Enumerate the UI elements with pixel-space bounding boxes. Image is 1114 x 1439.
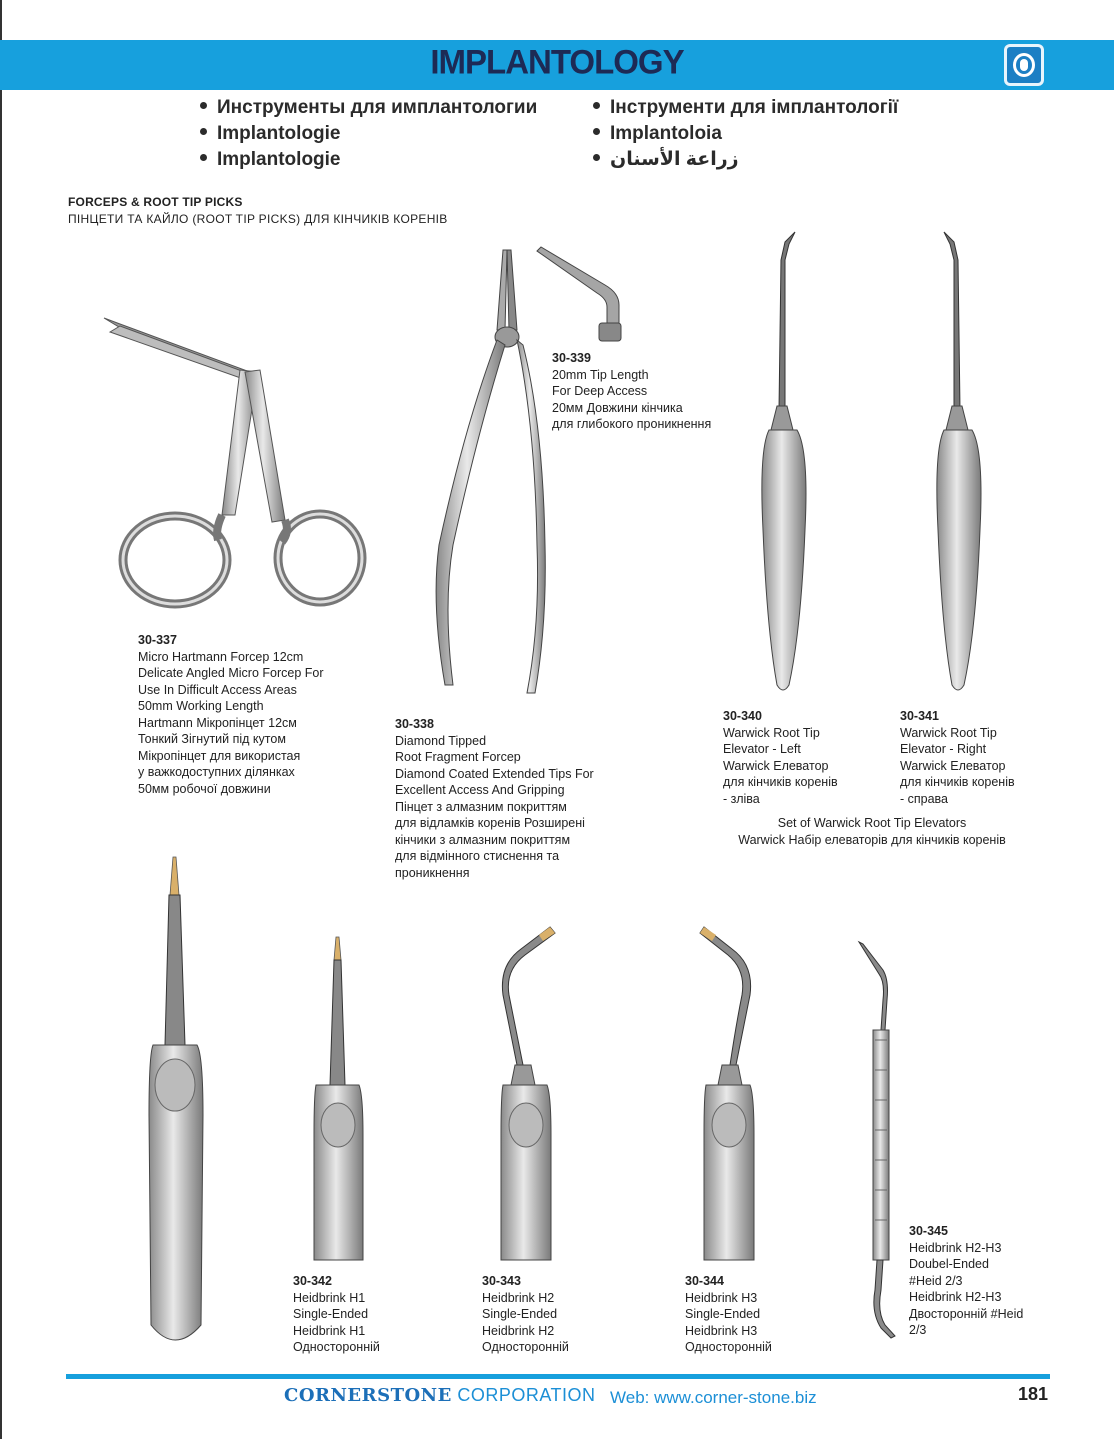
product-code: 30-344 — [685, 1274, 724, 1288]
heidbrink-h2-illustration — [495, 925, 560, 1260]
large-elevator-illustration — [145, 855, 205, 1350]
language-item-other: Implantoloia — [593, 121, 898, 147]
bullet-icon — [200, 128, 207, 135]
bullet-icon — [593, 102, 600, 109]
language-item-german: Implantologie — [200, 121, 537, 147]
bullet-icon — [593, 154, 600, 161]
product-code: 30-343 — [482, 1274, 521, 1288]
section-title: FORCEPS & ROOT TIP PICKS — [68, 195, 243, 209]
heidbrink-h3-illustration — [698, 925, 763, 1260]
bullet-icon — [200, 154, 207, 161]
product-code: 30-341 — [900, 709, 939, 723]
warwick-set-note: Set of Warwick Root Tip Elevators Warwick Набір елеваторів для кінчиків коренів — [738, 816, 1006, 847]
language-list-left — [200, 95, 537, 173]
brand-logo-icon — [1004, 44, 1044, 86]
page-title: IMPLANTOLOGY — [430, 42, 684, 81]
footer-brand: CORNERSTONE CORPORATION — [284, 1385, 596, 1406]
page-number: 181 — [1018, 1384, 1049, 1404]
warwick-elevator-right-illustration — [930, 230, 990, 695]
language-item-russian: Инструменты для имплантологии — [200, 95, 537, 121]
heidbrink-double-ended-illustration — [855, 940, 900, 1340]
product-30-337-description: 30-337 Micro Hartmann Forcep 12cm Delicate Angled Micro Forcep For Use In Difficult Access Areas 50mm Working Length Hartmann Мікропінцет 12см Тонкий Зігнутий під кутом Мікропінцет для використая у важкодоступних ділянках 50мм робочої довжини — [138, 633, 324, 796]
product-code: 30-345 — [909, 1224, 948, 1238]
product-code: 30-338 — [395, 717, 434, 731]
language-item-ukrainian: Інструменти для імплантології — [593, 95, 898, 121]
product-code: 30-340 — [723, 709, 762, 723]
product-30-344-description: 30-344 Heidbrink H3 Single-Ended Heidbrink H3 Односторонній — [685, 1274, 772, 1354]
product-30-342-description: 30-342 Heidbrink H1 Single-Ended Heidbrink H1 Односторонній — [293, 1274, 380, 1354]
footer-rule — [66, 1374, 1050, 1379]
product-code: 30-339 — [552, 351, 591, 365]
section-subtitle: ПІНЦЕТИ ТА КАЙЛО (ROOT TIP PICKS) ДЛЯ КІНЧИКІВ КОРЕНІВ — [68, 212, 448, 226]
page-edge-rule — [0, 0, 2, 1439]
root-fragment-forcep-illustration — [425, 245, 545, 695]
language-item-french: Implantologie — [200, 147, 537, 173]
product-30-340-description: 30-340 Warwick Root Tip Elevator - Left Warwick Елеватор для кінчиків коренів - зліва — [723, 709, 838, 806]
product-code: 30-337 — [138, 633, 177, 647]
product-30-339-description: 30-339 20mm Tip Length For Deep Access 20мм Довжини кінчика для глибокого проникнення — [552, 351, 712, 431]
language-list-right — [593, 95, 898, 173]
product-30-338-description: 30-338 Diamond Tipped Root Fragment Forcep Diamond Coated Extended Tips For Excellent Access And Gripping Пінцет з алмазним покриттям для відламків коренів Розширені кінчики з алмазним покриттям для відмінного стиснення та проникнення — [395, 717, 594, 880]
footer-web-link[interactable]: Web: www.corner-stone.biz — [610, 1388, 817, 1407]
product-30-345-description: 30-345 Heidbrink H2-H3 Doubel-Ended #Heid 2/3 Heidbrink H2-H3 Двосторонній #Heid 2/3 — [909, 1224, 1024, 1337]
warwick-elevator-left-illustration — [755, 230, 815, 695]
hartmann-forcep-illustration — [100, 310, 370, 610]
extended-tip-detail-illustration — [535, 245, 630, 345]
language-item-arabic: زراعة الأسنان — [593, 147, 898, 173]
product-code: 30-342 — [293, 1274, 332, 1288]
product-30-341-description: 30-341 Warwick Root Tip Elevator - Right Warwick Елеватор для кінчиків коренів - справа — [900, 709, 1015, 806]
product-30-343-description: 30-343 Heidbrink H2 Single-Ended Heidbrink H2 Односторонній — [482, 1274, 569, 1354]
heidbrink-h1-illustration — [310, 935, 365, 1260]
bullet-icon — [593, 128, 600, 135]
bullet-icon — [200, 102, 207, 109]
